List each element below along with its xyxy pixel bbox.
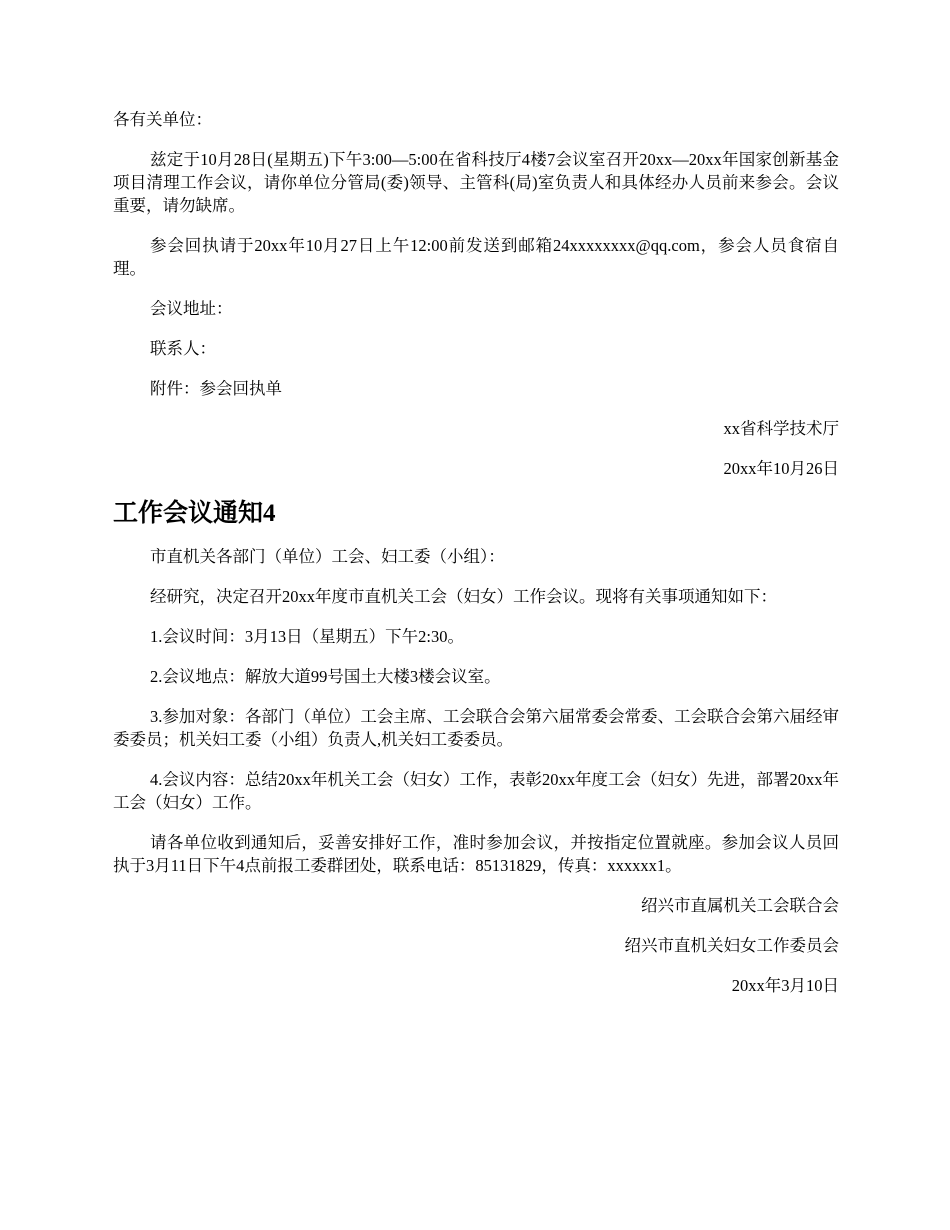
meeting-address: 会议地址： — [150, 299, 233, 318]
reply-paragraph: 参会回执请于20xx年10月27日上午12:00前发送到邮箱24xxxxxxxx@qq.com，参会人员食宿自理。 — [113, 236, 839, 278]
document-page — [113, 108, 839, 1014]
meeting-content-item: 4.会议内容：总结20xx年机关工会（妇女）工作，表彰20xx年度工会（妇女）先进，部署20xx年工会（妇女）工作。 — [113, 770, 839, 812]
issuer-signature: 绍兴市直机关妇女工作委员会 — [624, 936, 839, 955]
contact-person: 联系人： — [150, 339, 216, 358]
issuer-signature: 绍兴市直属机关工会联合会 — [641, 896, 839, 915]
meeting-location-item: 2.会议地点：解放大道99号国土大楼3楼会议室。 — [150, 667, 501, 686]
meeting-paragraph: 兹定于10月28日(星期五)下午3:00—5:00在省科技厅4楼7会议室召开20xx—20xx年国家创新基金项目清理工作会议，请你单位分管局(委)领导、主管科(局)室负责人和具体经办人员前来参会。会议重要，请勿缺席。 — [113, 150, 839, 215]
attendees-item: 3.参加对象：各部门（单位）工会主席、工会联合会第六届常委会常委、工会联合会第六届经审委委员；机关妇工委（小组）负责人,机关妇工委委员。 — [113, 707, 839, 749]
intro-paragraph: 经研究，决定召开20xx年度市直机关工会（妇女）工作会议。现将有关事项通知如下： — [150, 587, 777, 606]
issue-date: 20xx年10月26日 — [723, 459, 839, 478]
section-title: 工作会议通知4 — [113, 500, 276, 527]
salutation: 市直机关各部门（单位）工会、妇工委（小组）： — [150, 547, 505, 566]
attachment-line: 附件：参会回执单 — [150, 379, 282, 398]
issuer-signature: xx省科学技术厅 — [723, 419, 839, 438]
meeting-time-item: 1.会议时间：3月13日（星期五）下午2:30。 — [150, 627, 464, 646]
issue-date: 20xx年3月10日 — [731, 976, 839, 995]
salutation: 各有关单位： — [113, 110, 212, 129]
closing-paragraph: 请各单位收到通知后，妥善安排好工作，准时参加会议，并按指定位置就座。参加会议人员回执于3月11日下午4点前报工委群团处，联系电话：85131829，传真：xxxxxx1。 — [113, 833, 839, 875]
